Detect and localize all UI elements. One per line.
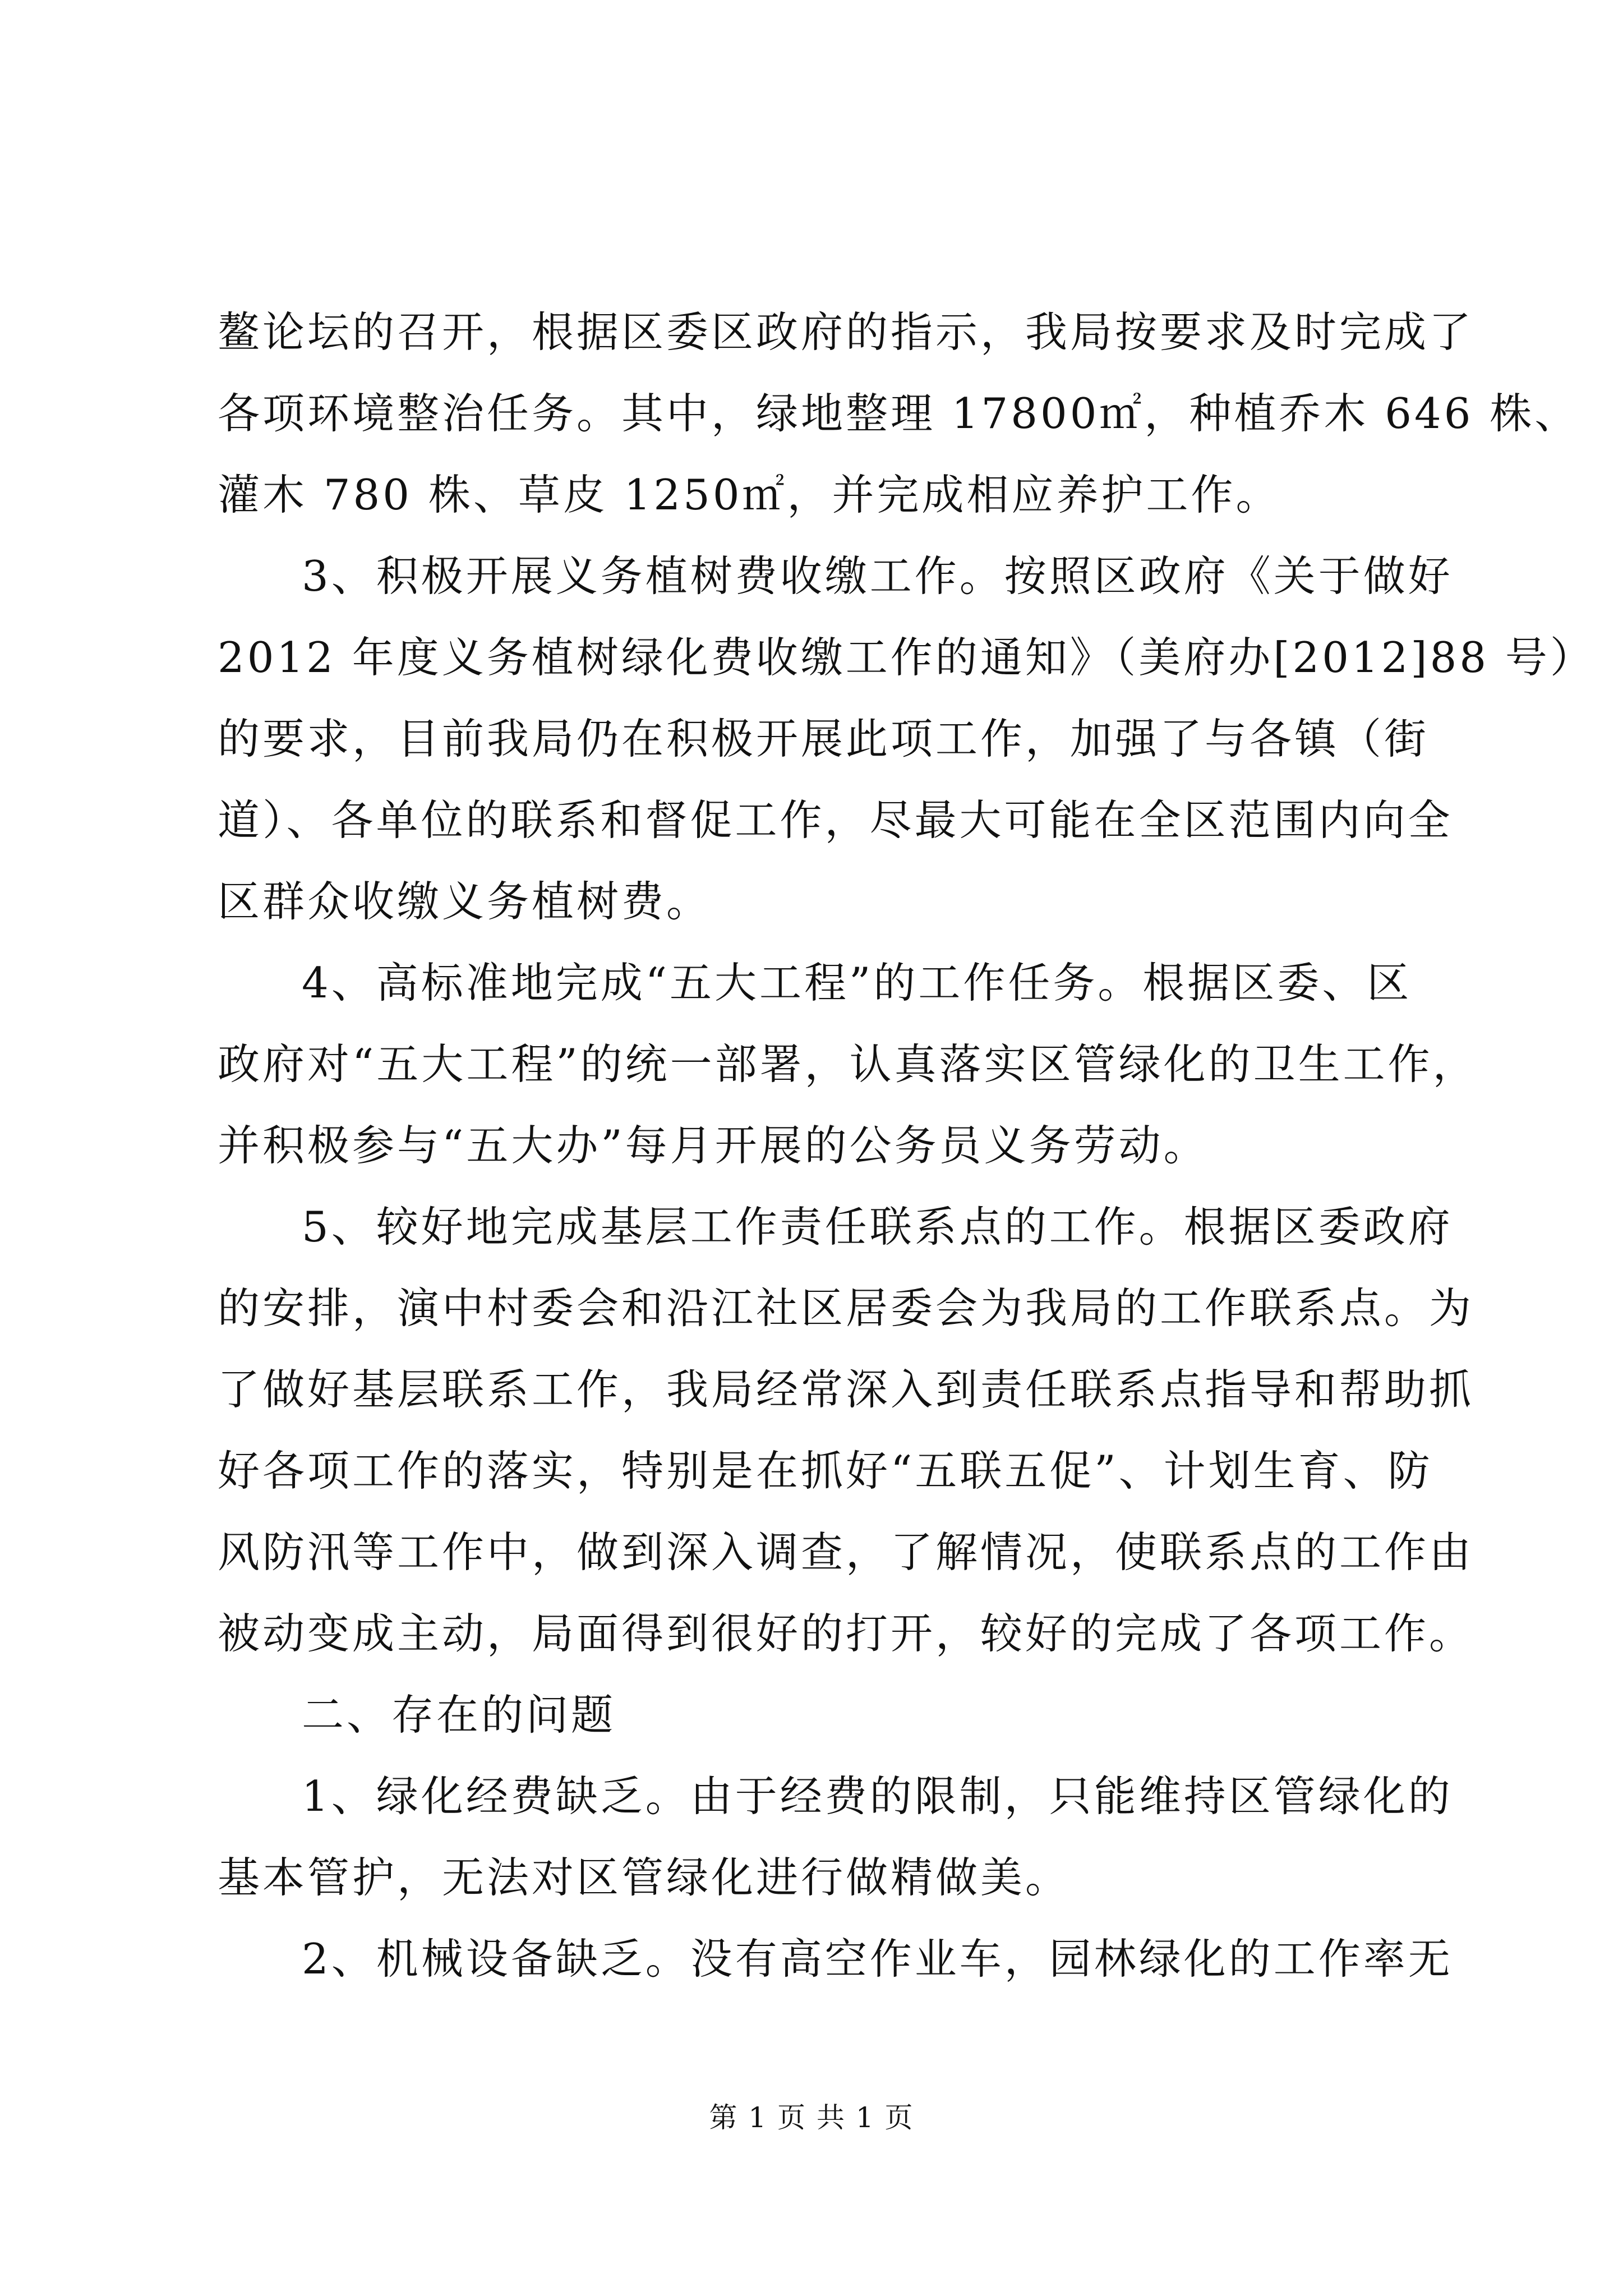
text-line: 基本管护，无法对区管绿化进行做精做美。 — [218, 1853, 1071, 1902]
text-line: 灌木 780 株、草皮 1250㎡，并完成相应养护工作。 — [218, 470, 1281, 519]
text-line: 被动变成主动，局面得到很好的打开，较好的完成了各项工作。 — [218, 1609, 1474, 1658]
text-line: 的要求，目前我局仍在积极开展此项工作，加强了与各镇（街 — [218, 714, 1430, 763]
text-line: 各项环境整治任务。其中，绿地整理 17800㎡，种植乔木 646 株、 — [218, 389, 1580, 438]
text-line: 好各项工作的落实，特别是在抓好“五联五促”、计划生育、防 — [218, 1446, 1433, 1496]
text-line: 4、高标准地完成“五大工程”的工作任务。根据区委、区 — [302, 958, 1412, 1007]
text-line: 鳌论坛的召开，根据区委区政府的指示，我局按要求及时完成了 — [218, 307, 1474, 357]
text-line: 3、积极开展义务植树费收缴工作。按照区政府《关于做好 — [302, 551, 1453, 601]
text-line: 了做好基层联系工作，我局经常深入到责任联系点指导和帮助抓 — [218, 1365, 1474, 1414]
document-body — [218, 292, 1595, 2000]
page-footer: 第 1 页 共 1 页 — [709, 2101, 914, 2134]
text-line: 1、绿化经费缺乏。由于经费的限制，只能维持区管绿化的 — [302, 1772, 1453, 1821]
text-line: 风防汛等工作中，做到深入调查，了解情况，使联系点的工作由 — [218, 1527, 1474, 1577]
text-line: 政府对“五大工程”的统一部署，认真落实区管绿化的卫生工作， — [218, 1039, 1478, 1089]
text-line: 道）、各单位的联系和督促工作，尽最大可能在全区范围内向全 — [218, 795, 1453, 845]
text-line: 并积极参与“五大办”每月开展的公务员义务劳动。 — [218, 1121, 1209, 1170]
text-line: 的安排，演中村委会和沿江社区居委会为我局的工作联系点。为 — [218, 1283, 1474, 1333]
text-line: 5、较好地完成基层工作责任联系点的工作。根据区委政府 — [302, 1202, 1453, 1251]
text-line: 2012 年度义务植树绿化费收缴工作的通知》（美府办[2012]88 号） — [218, 633, 1595, 682]
text-line: 2、机械设备缺乏。没有高空作业车，园林绿化的工作率无 — [302, 1934, 1453, 1984]
text-line: 二、存在的问题 — [302, 1690, 616, 1740]
text-line: 区群众收缴义务植树费。 — [218, 877, 712, 926]
